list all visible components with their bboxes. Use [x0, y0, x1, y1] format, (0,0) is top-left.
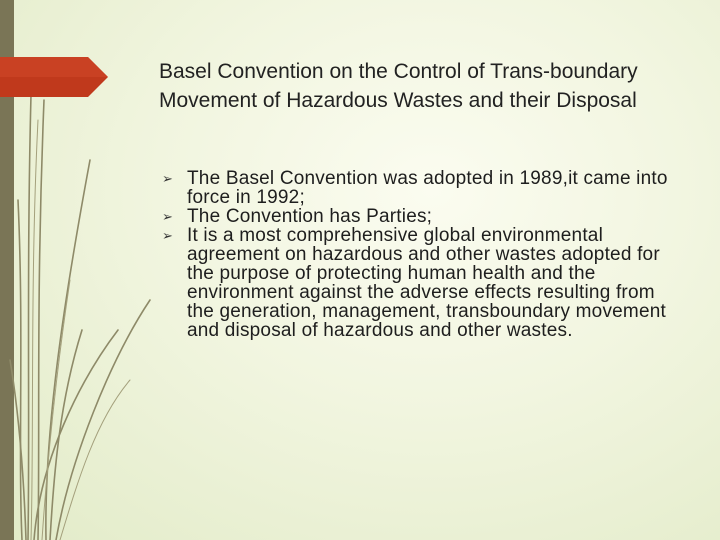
diamond-arrow-icon: ➢: [162, 228, 174, 243]
bullet-item: [160, 207, 680, 226]
bullet-text: The Basel Convention was adopted in 1989,it came into force in 1992;: [187, 168, 668, 208]
bullet-text: It is a most comprehensive global environmental agreement on hazardous and other wastes adopted for the purpose of protecting human health and the environment against the adverse effects resulting from the generation, management, transboundary movement and disposal of hazardous and other wastes.: [187, 225, 666, 341]
bullet-item: [160, 226, 680, 340]
bullet-list: [160, 169, 680, 340]
bullet-item: [160, 169, 680, 207]
diamond-arrow-icon: ➢: [162, 171, 174, 186]
slide-title: Basel Convention on the Control of Trans-boundary Movement of Hazardous Wastes and their Disposal: [159, 60, 638, 112]
title-accent-tab: [0, 57, 108, 97]
diamond-arrow-icon: ➢: [162, 209, 174, 224]
bullet-text: The Convention has Parties;: [187, 206, 433, 227]
